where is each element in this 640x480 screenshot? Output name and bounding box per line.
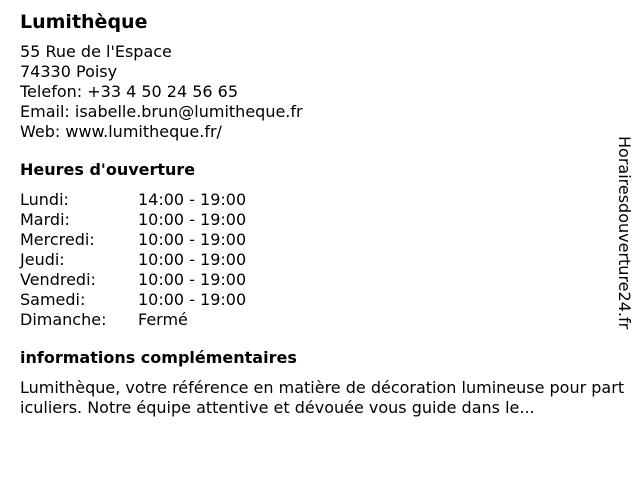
address-street: 55 Rue de l'Espace xyxy=(20,42,172,61)
day-hours: 10:00 - 19:00 xyxy=(138,210,247,229)
hours-row-wednesday xyxy=(20,230,246,250)
hours-table xyxy=(20,190,246,330)
day-hours: 10:00 - 19:00 xyxy=(138,230,247,249)
day-label: Vendredi: xyxy=(20,270,96,289)
day-hours: 10:00 - 19:00 xyxy=(138,250,247,269)
day-hours: 14:00 - 19:00 xyxy=(138,190,247,209)
day-label: Lundi: xyxy=(20,190,69,209)
site-watermark: Horairesdouverture24.fr xyxy=(615,136,634,330)
website-address: Web: www.lumitheque.fr/ xyxy=(20,122,222,141)
hours-row-thursday xyxy=(20,250,246,270)
day-label: Mercredi: xyxy=(20,230,95,249)
business-name: Lumithèque xyxy=(20,11,148,33)
hours-row-friday xyxy=(20,270,246,290)
day-label: Mardi: xyxy=(20,210,70,229)
address-city: 74330 Poisy xyxy=(20,62,118,81)
day-label: Samedi: xyxy=(20,290,86,309)
phone-number: Telefon: +33 4 50 24 56 65 xyxy=(20,82,239,101)
day-label: Jeudi: xyxy=(20,250,65,269)
info-description: Lumithèque, votre référence en matière de décoration lumineuse pour particuliers. Notre équipe attentive et dévouée vous guide dans le... xyxy=(20,378,625,417)
info-title: informations complémentaires xyxy=(20,348,297,367)
day-hours: 10:00 - 19:00 xyxy=(138,290,247,309)
hours-title: Heures d'ouverture xyxy=(20,160,196,179)
hours-row-saturday xyxy=(20,290,246,310)
email-address: Email: isabelle.brun@lumitheque.fr xyxy=(20,102,303,121)
day-label: Dimanche: xyxy=(20,310,107,329)
hours-row-sunday xyxy=(20,310,246,330)
hours-row-tuesday xyxy=(20,210,246,230)
hours-row-monday xyxy=(20,190,246,210)
day-hours: Fermé xyxy=(138,310,188,329)
day-hours: 10:00 - 19:00 xyxy=(138,270,247,289)
